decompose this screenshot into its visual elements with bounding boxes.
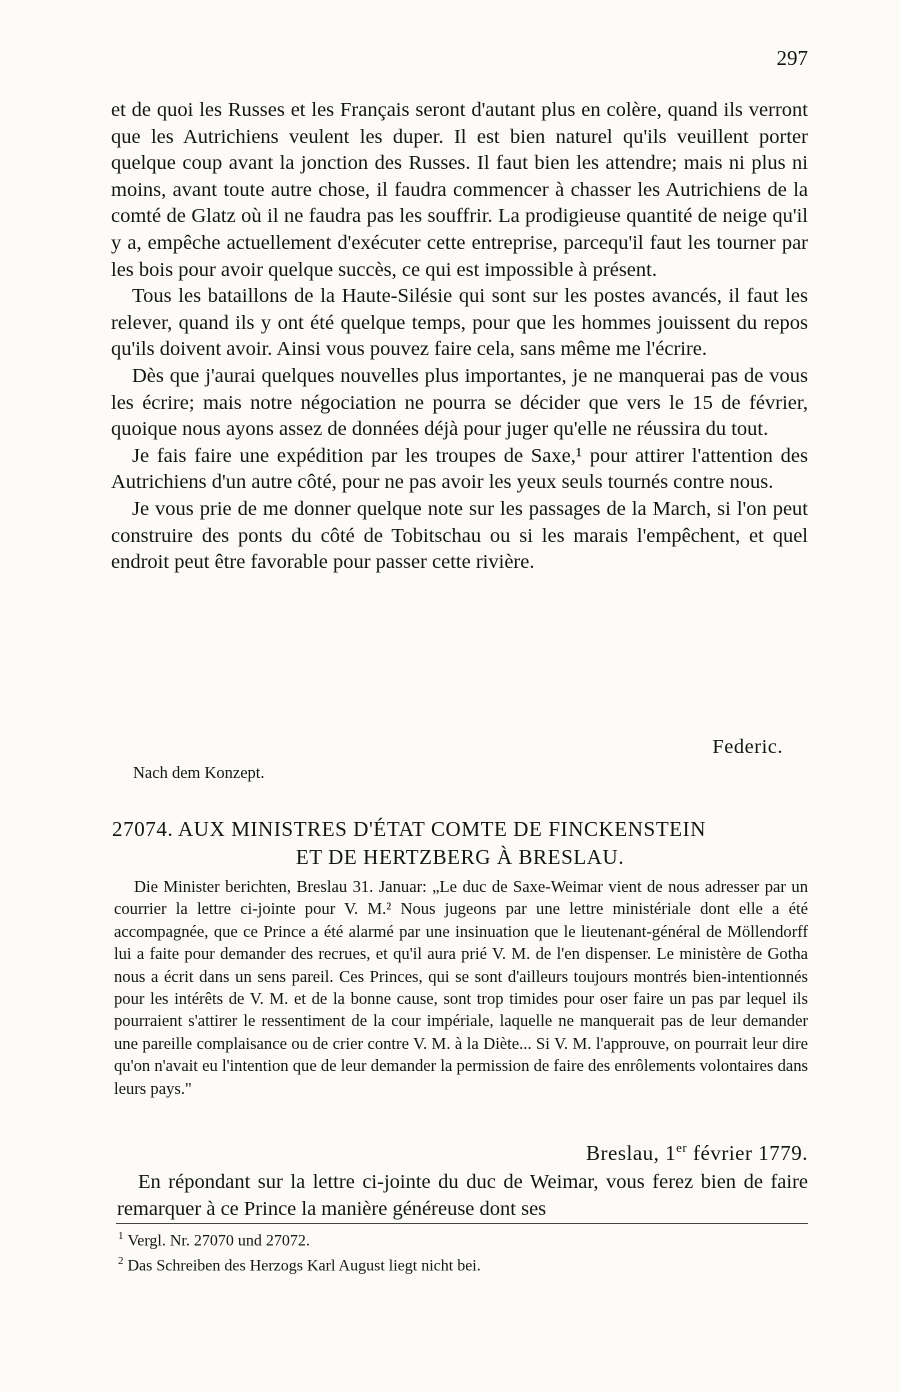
- source-note: Nach dem Konzept.: [133, 763, 265, 782]
- paragraph: Je vous prie de me donner quelque note sur les passages de la March, si l'on peut construire des ponts du côté de Tobitschau ou si les marais l'empêchent, et quel endroit peut être favorable pour passer cette rivière.: [111, 497, 808, 574]
- letter-text: En répondant sur la lettre ci-jointe du duc de Weimar, vous ferez bien de faire remarquer à ce Prince la manière généreuse dont ses: [117, 1171, 808, 1220]
- heading-line-1: 27074. AUX MINISTRES D'ÉTAT COMTE DE FINCKENSTEIN: [112, 817, 707, 841]
- signature: Federic.: [712, 736, 783, 758]
- dateline: [510, 1141, 808, 1166]
- footnote-mark: 1: [118, 1230, 124, 1242]
- ministers-report-summary: [114, 876, 808, 1100]
- footnote: [118, 1251, 481, 1276]
- paragraph: Je fais faire une expédition par les troupes de Saxe,¹ pour attirer l'attention des Autrichiens d'un autre côté, pour ne pas avoir les yeux seuls tournés contre nous.: [111, 444, 808, 494]
- footnotes: [118, 1226, 481, 1277]
- footnote-text: Das Schreiben des Herzogs Karl August liegt nicht bei.: [127, 1257, 481, 1275]
- paragraph: Tous les bataillons de la Haute-Silésie qui sont sur les postes avancés, il faut les relever, quand ils y ont été quelque temps, pour que les hommes jouissent du repos qu'ils doivent avoir. Ainsi vous pouvez faire cela, sans même me l'écrire.: [111, 285, 808, 361]
- dateline-rest: février 1779.: [687, 1141, 808, 1165]
- footnote-divider: [116, 1223, 808, 1224]
- page-number: 297: [776, 46, 808, 70]
- letter-opening: [117, 1169, 808, 1223]
- footnote-text: Vergl. Nr. 27070 und 27072.: [127, 1232, 310, 1250]
- footnote-mark: 2: [118, 1255, 124, 1268]
- heading-line-2: ET DE HERTZBERG À BRESLAU.: [295, 845, 625, 869]
- dateline-superscript: er: [676, 1140, 688, 1155]
- paragraph: Dès que j'aurai quelques nouvelles plus importantes, je ne manquerai pas de vous les écrire; mais notre négociation ne pourra se décider que vers le 15 de février, quoique nous ayons assez de données déjà pour juger qu'elle ne réussira du tout.: [111, 364, 808, 441]
- paragraph: et de quoi les Russes et les Français seront d'autant plus en colère, quand ils verront que les Autrichiens veulent les duper. Il est bien naturel qu'ils veuillent porter quelque coup avant la jonction des Russes. Il faut bien les attendre; mais ni plus ni moins, avant toute autre chose, il faudra commencer à chasser les Autrichiens de la comté de Glatz où il ne faudra pas les souffrir. La prodigieuse quantité de neige qu'il y a, empêche actuellement d'exécuter cette entreprise, parcequ'il faut les tourner par les bois pour avoir quelque succès, ce qui est impossible à présent.: [111, 99, 808, 281]
- dateline-place: Breslau, 1: [586, 1141, 677, 1165]
- letter-continuation: [111, 97, 808, 576]
- summary-text: Die Minister berichten, Breslau 31. Januar: „Le duc de Saxe-Weimar vient de nous adresser par un courrier la lettre ci-jointe pour V. M.² Nous jugeons par une lettre ministériale dont elle a été accompagnée, que ce Prince a été alarmé par une insinuation que le lieutenant-général de Möllendorff lui a faite pour demander des recrues, et qu'il aura prié V. M. de l'en dispenser. Le ministère de Gotha nous a écrit dans un sens pareil. Ces Princes, qui se sont d'ailleurs toujours montrés bien-intentionnés pour les intérêts de V. M. et de la bonne cause, sont trop timides pour oser faire un pas par lequel ils pourraient s'attirer le ressentiment de la cour impériale, laquelle ne manquerait pas de leur demander une pareille complaisance ou de crier contre V. M. à la Diète... Si V. M. l'approuve, on pourrait leur dire qu'on n'avait eu l'intention que de leur demander la permission de faire des enrôlements volontaires dans leurs pays.": [114, 877, 808, 1098]
- document-heading: [112, 815, 808, 871]
- footnote: [118, 1226, 481, 1251]
